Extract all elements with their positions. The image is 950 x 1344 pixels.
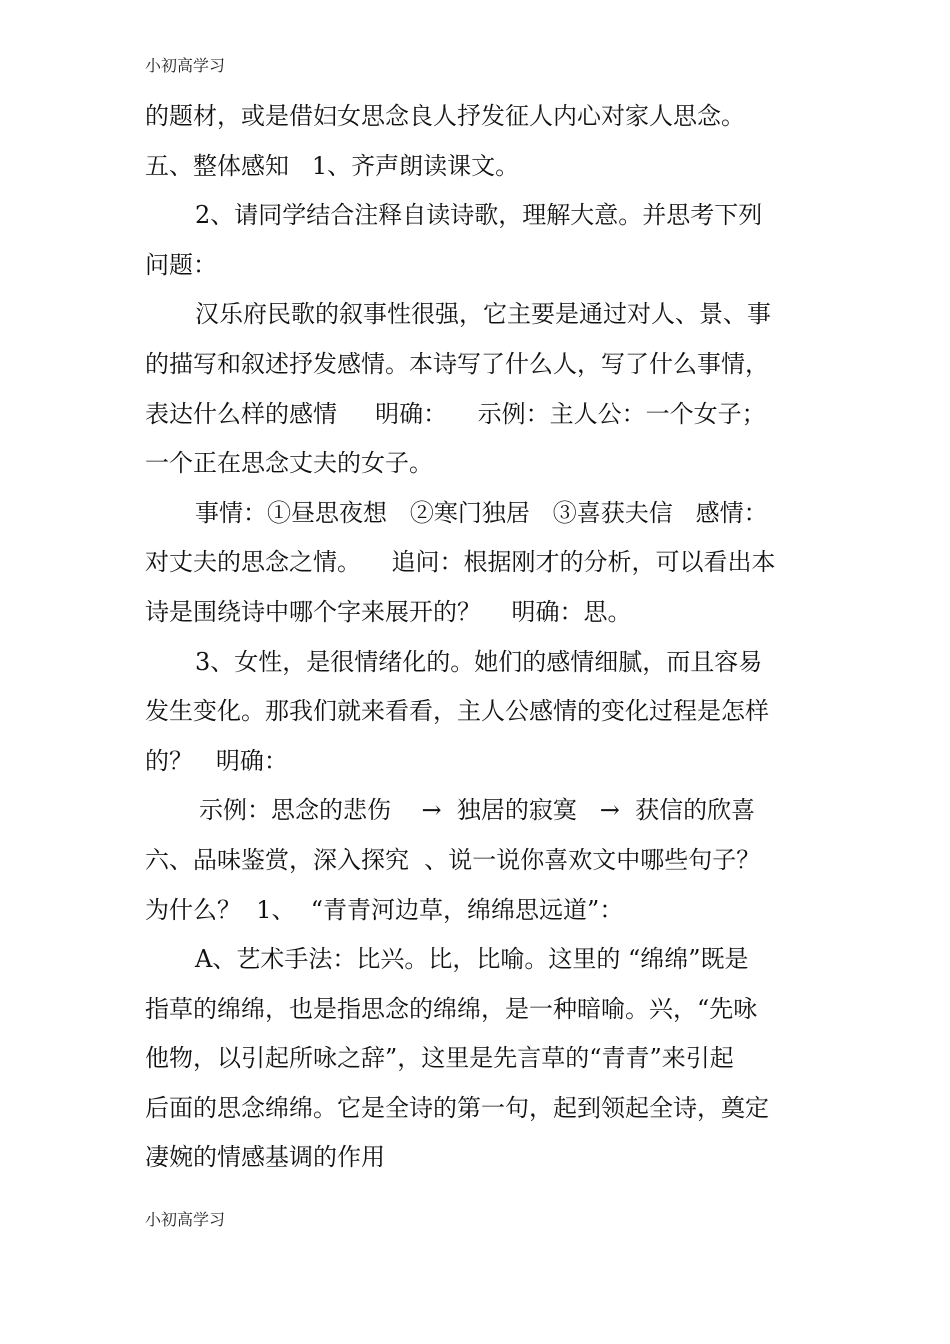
text-line: 问题： xyxy=(145,250,217,279)
text-line: 的？ 明确： xyxy=(145,746,288,775)
text-line: 他物，以引起所咏之辞”，这里是先言草的“青青”来引起 xyxy=(145,1044,734,1073)
text-line: A、艺术手法：比兴。比，比喻。这里的 “绵绵”既是 xyxy=(195,945,749,974)
text-line: 的题材，或是借妇女思念良人抒发征人内心对家人思念。 xyxy=(145,102,745,130)
running-footer: 小初高学习 xyxy=(145,1210,226,1229)
text-line: 汉乐府民歌的叙事性很强，它主要是通过对人、景、事 xyxy=(195,300,771,329)
text-line: 发生变化。那我们就来看看，主人公感情的变化过程是怎样 xyxy=(145,697,769,726)
running-header: 小初高学习 xyxy=(145,56,226,75)
text-line: 六、品味鉴赏，深入探究 、说一说你喜欢文中哪些句子？ xyxy=(145,845,761,874)
text-line: 示例：思念的悲伤 → 独居的寂寞 → 获信的欣喜 xyxy=(199,796,756,825)
text-line: 诗是围绕诗中哪个字来展开的？ 明确：思。 xyxy=(145,597,632,626)
text-line: 表达什么样的感情 明确： 示例：主人公：一个女子； xyxy=(145,399,766,428)
body-text xyxy=(145,92,825,1183)
text-line: 的描写和叙述抒发感情。本诗写了什么人，写了什么事情， xyxy=(145,349,769,378)
text-line: 后面的思念绵绵。它是全诗的第一句，起到领起全诗，奠定 xyxy=(145,1093,769,1122)
text-line: 五、整体感知 1、齐声朗读课文。 xyxy=(145,151,520,180)
text-line: 一个正在思念丈夫的女子。 xyxy=(145,449,433,478)
text-line: 为什么？ 1、 “青青河边草，绵绵思远道”： xyxy=(145,895,624,924)
text-line: 指草的绵绵，也是指思念的绵绵，是一种暗喻。兴，“先咏 xyxy=(145,994,758,1023)
text-line: 事情：①昼思夜想 ②寒门独居 ③喜获夫信 感情： xyxy=(195,498,768,527)
text-line: 凄婉的情感基调的作用 xyxy=(145,1143,385,1172)
text-line: 对丈夫的思念之情。 追问：根据刚才的分析，可以看出本 xyxy=(145,548,776,577)
text-line: 3、女性，是很情绪化的。她们的感情细腻，而且容易 xyxy=(195,647,763,676)
text-line: 2、请同学结合注释自读诗歌，理解大意。并思考下列 xyxy=(195,201,763,230)
